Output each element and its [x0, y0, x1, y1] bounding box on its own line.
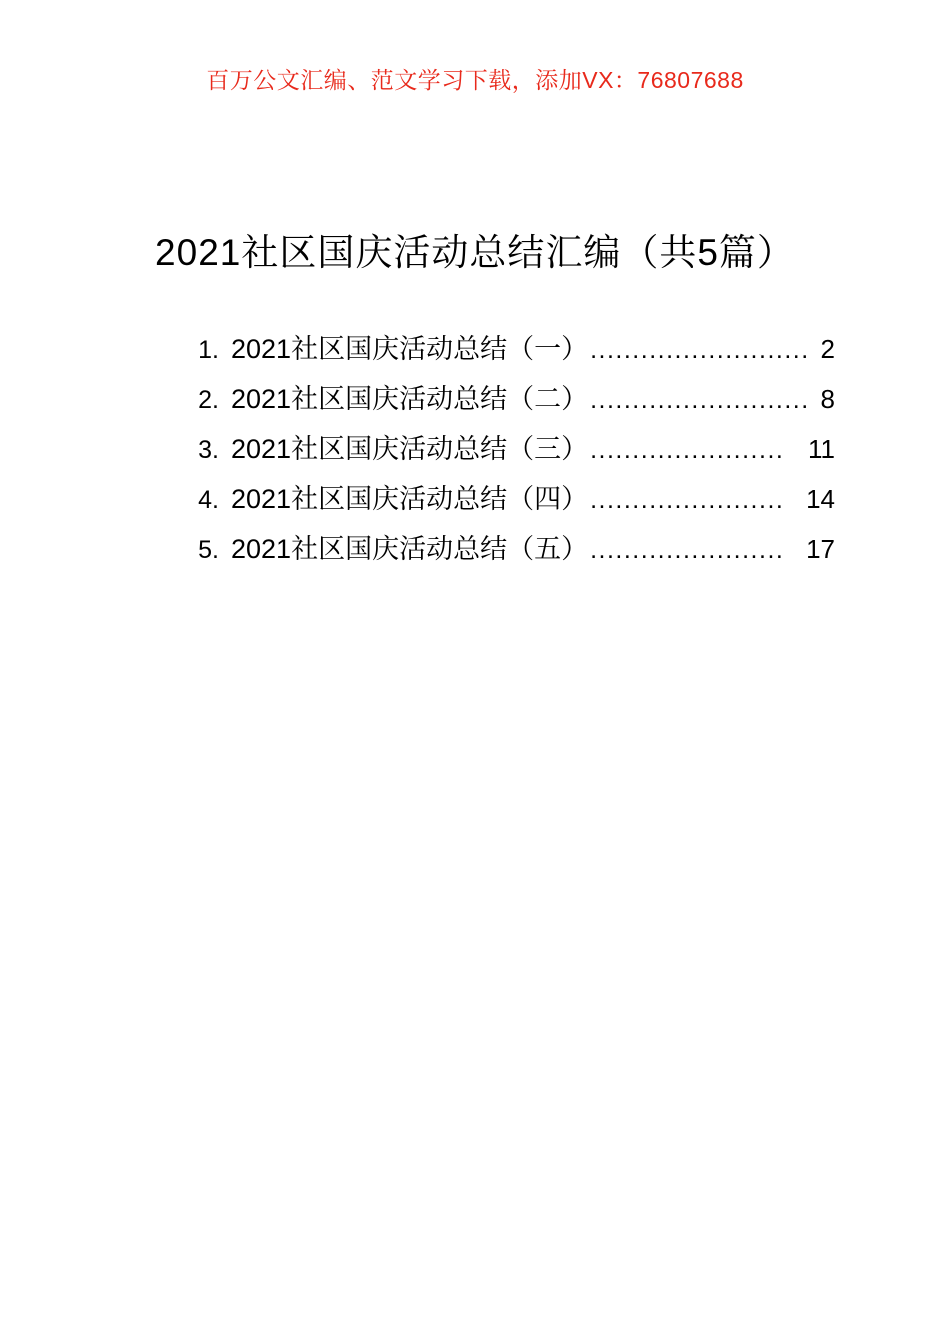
toc-entry-page: 11 — [808, 434, 835, 464]
toc-entry[interactable] — [175, 525, 835, 575]
toc-entry-leader: .......................... — [590, 386, 810, 414]
toc-entry-leader: .......................... — [590, 336, 810, 364]
toc-entry-label: 2021社区国庆活动总结（三） — [231, 434, 589, 464]
toc-entry-number: 4. — [198, 486, 219, 514]
toc-entry-page: 17 — [806, 534, 835, 564]
toc-entry-page: 8 — [820, 384, 835, 414]
toc-entry-label: 2021社区国庆活动总结（一） — [231, 334, 589, 364]
toc-entry[interactable] — [175, 325, 835, 375]
toc-entry-label: 2021社区国庆活动总结（五） — [231, 534, 589, 564]
toc-entry-number: 3. — [198, 436, 219, 464]
toc-entry-page: 14 — [806, 484, 835, 514]
toc-entry-leader: ....................... — [590, 486, 785, 514]
toc-entry-leader: ....................... — [590, 536, 785, 564]
toc-entry[interactable] — [175, 375, 835, 425]
page-title: 2021社区国庆活动总结汇编（共5篇） — [155, 232, 795, 273]
watermark-text: 百万公文汇编、范文学习下载，添加VX：76807688 — [206, 67, 744, 93]
toc-entry-number: 1. — [198, 336, 219, 364]
toc-entry[interactable] — [175, 425, 835, 475]
toc-entry-leader: ....................... — [590, 436, 785, 464]
toc-entry-page: 2 — [820, 334, 835, 364]
toc-entry-label: 2021社区国庆活动总结（二） — [231, 384, 589, 414]
toc-entry-label: 2021社区国庆活动总结（四） — [231, 484, 589, 514]
toc-entry-number: 2. — [198, 386, 219, 414]
toc-entry[interactable] — [175, 475, 835, 525]
toc-entry-number: 5. — [198, 536, 219, 564]
table-of-contents — [175, 325, 835, 575]
